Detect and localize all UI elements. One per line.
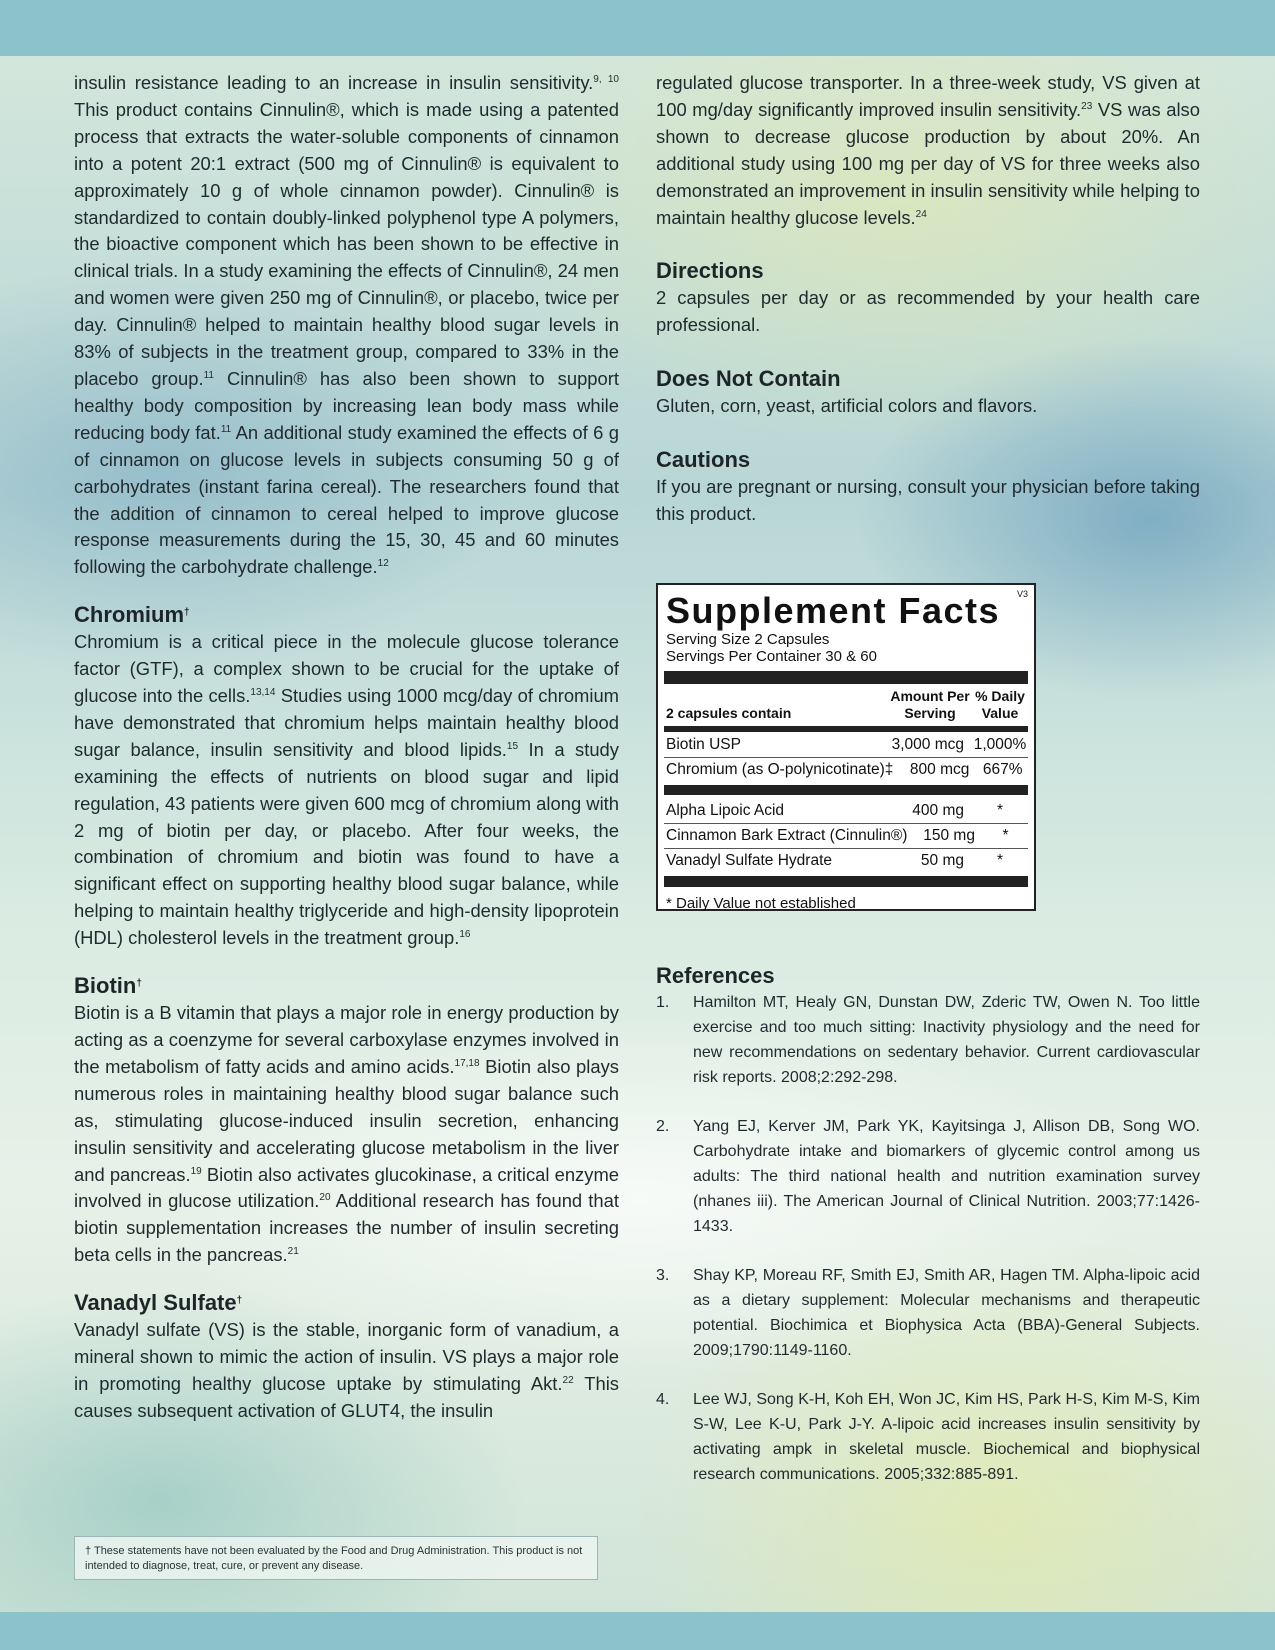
cinnulin-paragraph: insulin resistance leading to an increase in insulin sensitivity.$^{9, 10}$ This product contains Cinnulin®, which is made using a patented process that extracts the water-soluble components of cinnamon into a potent 20:1 extract (500 mg of Cinnulin® is equivalent to approximately 10 g of whole cinnamon powder). Cinnulin® is standardized to contain doubly-linked polyphenol type A polymers, the bioactive component which has been shown to be effective in clinical trials. In a study examining the effects of Cinnulin®, 24 men and women were given 250 mg of Cinnulin®, or placebo, twice per day. Cinnulin® helped to maintain healthy blood sugar levels in 83% of subjects in the treatment group, compared to 33% in the placebo group.$^{11}$ Cinnulin® has also been shown to support healthy body composition by increasing lean body mass while reducing body fat.$^{11}$ An additional study examined the effects of 6 g of cinnamon on glucose levels in subjects consuming 50 g of carbohydrates (instant farina cereal). The researchers found that the addition of cinnamon to cereal helped to improve glucose response measurements during the 15, 30, 45 and 60 minutes following the carbohydrate challenge.$^{12}$ (74, 72, 619, 578)
facts-divider (664, 785, 1028, 795)
vanadyl-sulfate-heading: Vanadyl Sulfate† (74, 1290, 243, 1316)
references-list (656, 990, 1200, 1487)
serving-size: Serving Size 2 Capsules (666, 631, 830, 648)
facts-row: Cinnamon Bark Extract (Cinnulin®) 150 mg * (664, 824, 1028, 849)
daily-value-footnote: * Daily Value not established (666, 895, 856, 912)
facts-divider (664, 726, 1028, 732)
does-not-contain-text: Gluten, corn, yeast, artificial colors and flavors. (656, 395, 1038, 417)
references-section (656, 962, 1200, 1511)
facts-row: Vanadyl Sulfate Hydrate 50 mg * (666, 852, 1004, 869)
facts-divider (664, 671, 1028, 684)
fda-disclaimer: † These statements have not been evaluated by the Food and Drug Administration. This product is not intended to diagnose, treat, cure, or prevent any disease. (74, 1536, 598, 1580)
reference-item: 1. Hamilton MT, Healy GN, Dunstan DW, Zderic TW, Owen N. Too little exercise and too much sitting: Inactivity physiology and the need for new recommendations on sedentary behavior. Current cardiovascular risk reports. 2008;2:292-298. (656, 994, 1200, 1086)
left-column (74, 70, 619, 1425)
reference-item: 2. Yang EJ, Kerver JM, Park YK, Kayitsinga J, Allison DB, Song WO. Carbohydrate intake and biomarkers of glycemic control among us adults: The third national health and nutrition examination survey (nhanes iii). The American Journal of Clinical Nutrition. 2003;77:1426-1433. (656, 1118, 1200, 1235)
facts-divider (664, 876, 1028, 887)
right-column (656, 70, 1200, 528)
chromium-heading: Chromium† (74, 602, 190, 628)
directions-heading: Directions (656, 258, 764, 284)
version-label: V3 (1016, 589, 1028, 599)
servings-per-container: Servings Per Container 30 & 60 (666, 648, 877, 665)
facts-row: Alpha Lipoic Acid 400 mg * (664, 799, 1028, 824)
cautions-text: If you are pregnant or nursing, consult your physician before taking this product. (656, 476, 1200, 525)
supplement-facts-title: Supplement Facts (666, 590, 1001, 631)
reference-item: 3. Shay KP, Moreau RF, Smith EJ, Smith AR, Hagen TM. Alpha-lipoic acid as a dietary supplement: Molecular mechanisms and therapeutic potential. Biochimica et Biophysica Acta (BBA)-General Subjects. 2009;1790:1149-1160. (656, 1267, 1200, 1359)
does-not-contain-heading: Does Not Contain (656, 366, 841, 392)
facts-row: Chromium (as O-polynicotinate)‡ 800 mcg 667% (666, 761, 1023, 778)
biotin-heading: Biotin† (74, 973, 142, 999)
bottom-banner (0, 1612, 1275, 1650)
vanadyl-continued-paragraph: regulated glucose transporter. In a three-week study, VS given at 100 mg/day significantly improved insulin sensitivity.$^{23}$ VS was also shown to decrease glucose production by about 20%. An additional study using 100 mg per day of VS for three weeks also demonstrated an improvement in insulin sensitivity while helping to maintain healthy glucose levels.$^{24}$ (656, 72, 1200, 228)
references-heading: References (656, 963, 775, 988)
biotin-paragraph: Biotin is a B vitamin that plays a major role in energy production by acting as a coenzyme for several carboxylase enzymes involved in the metabolism of fatty acids and amino acids.$^{17,18}$ Biotin also plays numerous roles in maintaining healthy blood sugar balance such as, stimulating glucose-induced insulin secretion, enhancing insulin sensitivity and accelerating glucose metabolism in the liver and pancreas.$^{19}$ Biotin also activates glucokinase, a critical enzyme involved in glucose utilization.$^{20}$ Additional research has found that biotin supplementation increases the number of insulin secreting beta cells in the pancreas.$^{21}$ (74, 1002, 619, 1266)
facts-row: Biotin USP 3,000 mcg 1,000% (664, 733, 1028, 758)
cautions-heading: Cautions (656, 447, 751, 473)
reference-item: 4. Lee WJ, Song K-H, Koh EH, Won JC, Kim HS, Park H-S, Kim M-S, Kim S-W, Lee K-U, Park J-Y. A-lipoic acid increases insulin sensitivity by activating ampk in skeletal muscle. Biochemical and biophysical research communications. 2005;332:885-891. (656, 1391, 1200, 1483)
facts-header-row (664, 688, 1028, 725)
supplement-facts-panel (656, 583, 1036, 911)
col-contain-header: 2 capsules contain (666, 705, 792, 721)
vanadyl-sulfate-paragraph: Vanadyl sulfate (VS) is the stable, inorganic form of vanadium, a mineral shown to mimic the action of insulin. VS plays a major role in promoting healthy glucose uptake by stimulating Akt.$^{22}$ This causes subsequent activation of GLUT4, the insulin (74, 1319, 619, 1421)
col-amount-header: Amount Per Serving (890, 688, 970, 721)
chromium-paragraph: Chromium is a critical piece in the molecule glucose tolerance factor (GTF), a complex shown to be crucial for the uptake of glucose into the cells.$^{13,14}$ Studies using 1000 mcg/day of chromium have demonstrated that chromium helps maintain healthy blood sugar balance, insulin sensitivity and blood lipids.$^{15}$ In a study examining the effects of nutrients on blood sugar and lipid regulation, 43 patients were given 600 mcg of chromium along with 2 mg of biotin per day, or placebo. After four weeks, the combination of chromium and biotin was found to have a significant effect on supporting healthy blood sugar balance, while helping to maintain healthy triglyceride and high-density lipoprotein (HDL) cholesterol levels in the treatment group.$^{16}$ (74, 631, 619, 949)
col-dv-header: % Daily Value (975, 688, 1025, 721)
directions-text: 2 capsules per day or as recommended by your health care professional. (656, 287, 1200, 336)
top-banner (0, 0, 1275, 56)
